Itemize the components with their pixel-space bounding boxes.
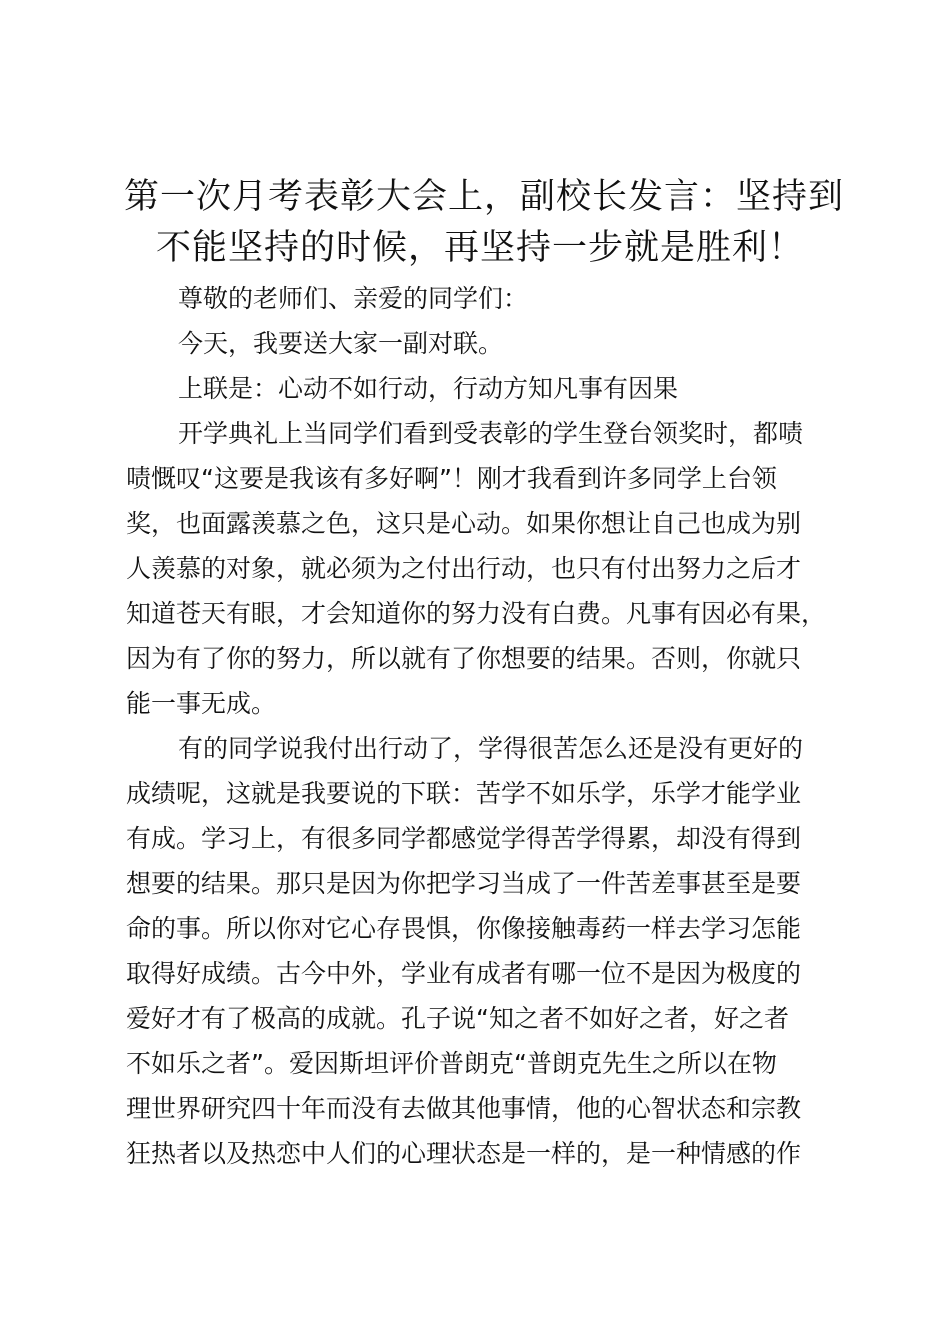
text-line: 爱好才有了极高的成就。孔子说“知之者不如好之者，好之者 (126, 1004, 789, 1033)
text-line: 命的事。所以你对它心存畏惧，你像接触毒药一样去学习怎能 (126, 914, 802, 943)
text-line: 啧慨叹“这要是我该有多好啊”！刚才我看到许多同学上台领 (126, 464, 777, 493)
text-line: 不如乐之者”。爱因斯坦评价普朗克“普朗克先生之所以在物 (126, 1049, 777, 1078)
text-line: 狂热者以及热恋中人们的心理状态是一样的，是一种情感的作 (126, 1139, 802, 1168)
first-couplet-paragraph (126, 366, 838, 411)
text-line: 成绩呢，这就是我要说的下联：苦学不如乐学，乐学才能学业 (126, 779, 802, 808)
text-line: 有成。学习上，有很多同学都感觉学得苦学得累，却没有得到 (126, 824, 802, 853)
text-line: 奖，也面露羡慕之色，这只是心动。如果你想让自己也成为别 (126, 509, 802, 538)
text-line: 能一事无成。 (126, 689, 277, 718)
body-paragraph-2 (126, 726, 838, 1176)
text-line: 开学典礼上当同学们看到受表彰的学生登台领奖时，都啧 (178, 419, 804, 448)
text-line: 上联是：心动不如行动，行动方知凡事有因果 (178, 374, 679, 403)
text-line: 想要的结果。那只是因为你把学习当成了一件苦差事甚至是要 (126, 869, 802, 898)
intro-paragraph (126, 321, 838, 366)
text-line: 人羡慕的对象，就必须为之付出行动，也只有付出努力之后才 (126, 554, 802, 583)
text-line: 取得好成绩。古今中外，学业有成者有哪一位不是因为极度的 (126, 959, 802, 988)
title-line: 第一次月考表彰大会上，副校长发言：坚持到 (124, 177, 845, 217)
text-line: 有的同学说我付出行动了，学得很苦怎么还是没有更好的 (178, 734, 804, 763)
text-line: 尊敬的老师们、亲爱的同学们： (178, 284, 529, 313)
text-line: 今天，我要送大家一副对联。 (178, 329, 504, 358)
salutation-paragraph (126, 276, 838, 321)
text-line: 知道苍天有眼，才会知道你的努力没有白费。凡事有因必有果， (126, 599, 827, 628)
title-line: 不能坚持的时候，再坚持一步就是胜利！ (155, 228, 804, 268)
body-paragraph-1 (126, 411, 838, 726)
text-line: 理世界研究四十年而没有去做其他事情，他的心智状态和宗教 (126, 1094, 802, 1123)
text-line: 因为有了你的努力，所以就有了你想要的结果。否则，你就只 (126, 644, 802, 673)
document-body (126, 276, 838, 1176)
document-title (124, 172, 845, 274)
